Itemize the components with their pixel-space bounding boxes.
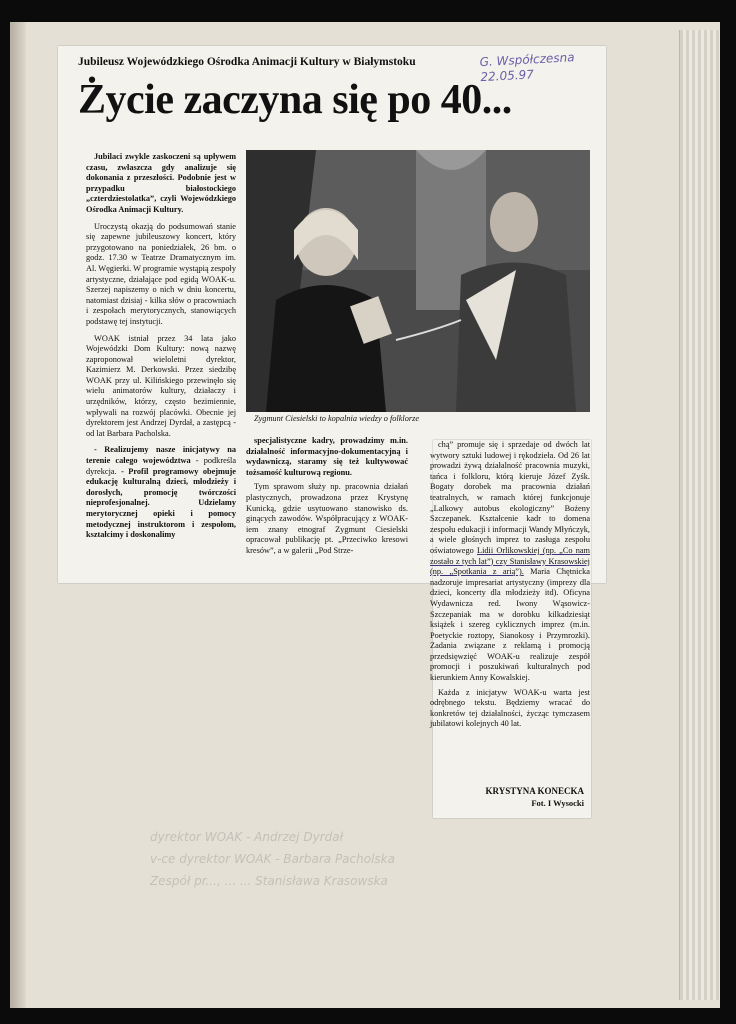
article-paragraph: WOAK istniał przez 34 lata jako Wojewódzki Dom Kultury: nową nazwę zaproponował wieloletni dyrektor, Kazimierz M. Derkowski. Przez siedzibę WOAK przy ul. Kilińskiego przewinęło się wielu animatorów kultury, działaczy i urzędników, którzy, często bezimiennie, wpływali na rozwój placówki. Obecnie jej dyrektorem jest Andrzej Dyrdał, a zastępcą - od lat Barbara Pacholska. — [86, 333, 236, 438]
article-kicker: Jubileusz Wojewódzkiego Ośrodka Animacji Kultury w Białymstoku — [78, 56, 416, 68]
article-photo — [246, 150, 590, 412]
paragraph-end: Maria Chętnicka nadzoruje impresariat artystyczny (imprezy dla dzieci, koncerty dla młodzieży itd). Oficyna Wydawnicza red. Iwony Wąsowicz-Szczepaniak ma w dorobku kilkadziesiąt książek i szereg cyklicznych imprez (m.in. Poetyckie roztopy, Sianokosy i Przymrozki). Zadania związane z reklamą i promocją przedsięwzięć WOAK-u realizuje zespół promocji i poszukiwań kulturalnych pod kierunkiem Anny Kowalskiej. — [430, 567, 590, 683]
album-spine — [12, 22, 26, 1008]
article-paragraph — [430, 440, 590, 684]
paragraph-start: chą” promuje się i sprzedaje od dwóch lat wytwory sztuki ludowej i rękodzieła. Od 26 lat prowadzi żywą działalność pracownia muzyki, tańca i folkloru, którą kieruje Józef Zyśk. Bogaty dorobek ma pracownia działań teatralnych, w ramach której funkcjonuje „Lalkowy autobus ekologiczny” Bożeny Szczepanek. Kształcenie kadr to domena zespołu edukacji i informacji Wandy Młyńczyk, a wiele głośnych imprez to zasługa zespołu oświatowego — [430, 440, 590, 555]
quote-bold: - Realizujemy nasze inicjatywy na terenie całego województwa — [86, 445, 236, 466]
article-column-1 — [86, 152, 236, 547]
article-paragraph-bold: specjalistyczne kadry, prowadzimy m.in. działalność informacyjno-dokumentacyjną i wydawniczą, staramy się też kultywować tożsamość kulturową regionu. — [246, 436, 408, 477]
quote-bold-continued: - Profil programowy obejmuje edukację kulturalną dzieci, młodzieży i dorosłych, promocję twórczości nieprofesjonalnej. Udzielamy merytorycznej opieki i pomocy metodycznej instruktorom i zespołom, kształcimy i doskonalimy — [86, 466, 236, 540]
photo-caption: Zygmunt Ciesielski to kopalnia wiedzy o folklorze — [254, 414, 419, 423]
article-column-3 — [430, 440, 590, 734]
handwritten-source: G. Współczesna — [479, 50, 575, 70]
article-author: KRYSTYNA KONECKA — [485, 786, 584, 796]
article-paragraph: Tym sprawom służy np. pracownia działań plastycznych, prowadzona przez Krystynę Kunicką, gdzie usytuowano stanowisko ds. ginących zawodów. Współpracujący z WOAK-iem znany etnograf Zygmunt Ciesielski opracował publikację pt. „Przeciwko kresowi kresów”, a w galerii „Pod Strze- — [246, 482, 408, 555]
handwritten-date: 22.05.97 — [480, 67, 535, 85]
photo-credit: Fot. I Wysocki — [531, 798, 584, 808]
article-paragraph: Każda z inicjatyw WOAK-u warta jest odrębnego tekstu. Będziemy wracać do konkretów tej działalności, życząc tymczasem jubilatowi kolejnych 40 lat. — [430, 687, 590, 729]
pencil-note-line: v-ce dyrektor WOAK - Barbara Pacholska — [150, 852, 395, 866]
photo-illustration — [246, 150, 590, 412]
article-lead: Jubilaci zwykle zaskoczeni są upływem czasu, zwłaszcza gdy analizuje się dokonania z przeszłości. Podobnie jest w przypadku białostockiego „czterdziestolatka”, czyli Wojewódzkiego Ośrodka Animacji Kultury. — [86, 152, 236, 214]
underlined-passage: Lidii Orlikowskiej (np. „Co nam zostało z tych lat”) czy Stanisławy Krasowskiej (np. „Spotkania z arią”). — [430, 545, 590, 577]
article-headline: Życie zaczyna się po 40... — [78, 77, 512, 123]
pencil-note-line: dyrektor WOAK - Andrzej Dyrdał — [150, 830, 344, 844]
pencil-note-line: Zespół pr..., ... ... Stanisława Krasowska — [150, 874, 388, 888]
article-column-2 — [246, 436, 408, 561]
pencil-annotations — [150, 826, 690, 892]
quote-plain: - podkreśla dyrekcja. — [86, 456, 236, 476]
article-paragraph: Uroczystą okazją do podsumowań stanie się zapewne jubileuszowy koncert, który przygotowano na poniedziałek, 26 bm. o godz. 17.30 w Teatrze Dramatycznym im. Al. Węgierki. W programie wystąpią zespoły artystyczne, działające pod egidą WOAK-u. Szerzej napiszemy o nich w dniu koncertu, natomiast dzisiaj - kilka słów o pracowniach i zespołach merytorycznych, stanowiących podstawę tej instytucji. — [86, 221, 236, 326]
article-paragraph — [86, 445, 236, 540]
